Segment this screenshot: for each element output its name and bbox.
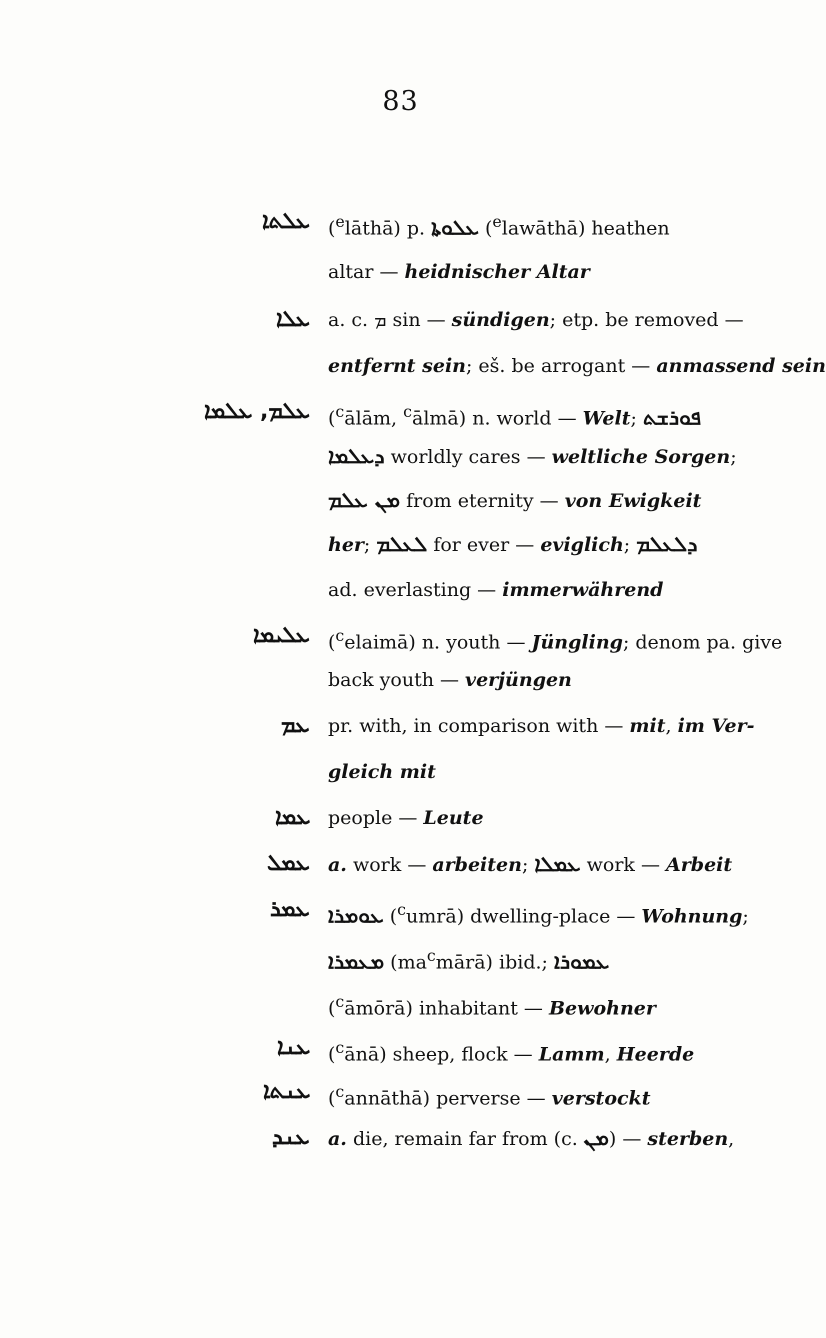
entry-text: ܥܘܡܪܐ ($^c$umrā) dwelling-place — Wohnung;	[328, 900, 749, 928]
entry-line	[0, 392, 801, 432]
entry-line	[0, 844, 801, 884]
entry-text: ($^c$ālām, $^c$ālmā) n. world — Welt; ܦܘܪܫܬ	[328, 402, 701, 430]
headword: ܥܢܬܐ	[263, 1079, 311, 1104]
entry-line	[0, 616, 801, 656]
page-number: 83	[382, 86, 419, 117]
entry-line	[0, 436, 801, 476]
entry-line	[0, 1072, 801, 1112]
entry-text: people — Leute	[328, 807, 484, 829]
entry-text: a. c. ܡ sin — sündigen; etp. be removed —	[328, 309, 744, 331]
entry-line	[0, 890, 801, 930]
entry-line	[0, 252, 801, 292]
headword: ܥܡ	[281, 713, 310, 738]
entry-text: altar — heidnischer Altar	[328, 261, 590, 283]
entry-line	[0, 480, 801, 520]
entry-line	[0, 570, 801, 610]
entry-line	[0, 706, 801, 746]
headword: ܥܢܐ	[277, 1035, 311, 1060]
entry-text: ($^c$āmōrā) inhabitant — Bewohner	[328, 992, 656, 1020]
entry-text: ($^c$annāthā) perverse — verstockt	[328, 1082, 651, 1110]
headword: ܥܠܐ	[276, 307, 310, 332]
entry-line	[0, 524, 801, 564]
headword: ܥܠܡ, ܥܠܡܐ	[204, 399, 310, 424]
entry-line	[0, 1118, 801, 1158]
entry-line	[0, 752, 801, 792]
entry-line	[0, 798, 801, 838]
entry-line	[0, 936, 801, 976]
entry-text: a. die, remain far from (c. ܡܢ) — sterben,	[328, 1126, 735, 1150]
headword: ܥܡܐ	[275, 805, 311, 830]
entry-text: a. work — arbeiten; ܥܡܠܐ work — Arbeit	[328, 852, 733, 876]
entry-text: ($^e$lāthā) p. ܥܠܘܬܐ ($^e$lawāthā) heathen	[328, 212, 670, 240]
headword: ܥܡܪ	[270, 897, 310, 922]
entry-text: gleich mit	[328, 761, 436, 783]
entry-line	[0, 660, 801, 700]
entry-text: ܡܢ ܥܠܡ from eternity — von Ewigkeit	[328, 488, 702, 512]
entry-text: ad. everlasting — immerwährend	[328, 579, 664, 601]
entry-text: back youth — verjüngen	[328, 669, 572, 691]
entry-line	[0, 300, 801, 340]
entry-line	[0, 346, 826, 386]
entry-text: entfernt sein; eš. be arrogant — anmassend sein	[328, 355, 826, 377]
entry-text: ($^c$elaimā) n. youth — Jüngling; denom pa. give	[328, 626, 783, 654]
entry-text: ($^c$ānā) sheep, flock — Lamm, Heerde	[328, 1038, 695, 1066]
headword: ܥܡܠ	[267, 851, 310, 876]
headword: ܥܠܝܡܐ	[253, 623, 310, 648]
headword: ܥܠܬܐ	[262, 209, 310, 234]
entry-line	[0, 1028, 801, 1068]
entry-text: pr. with, in comparison with — mit, im Ver-	[328, 715, 755, 737]
headword: ܥܢܕ	[272, 1125, 310, 1150]
entry-text: ܕܥܠܡܐ worldly cares — weltliche Sorgen;	[328, 444, 737, 468]
entry-text: ܡܥܡܪܐ $(ma^cmārā)$ ibid.; ܥܡܘܪܐ	[328, 946, 610, 974]
entry-text: her; ܠܥܠܡ for ever — eviglich; ܕܠܥܠܡ	[328, 532, 698, 556]
entry-line	[0, 202, 801, 242]
entry-line	[0, 982, 801, 1022]
